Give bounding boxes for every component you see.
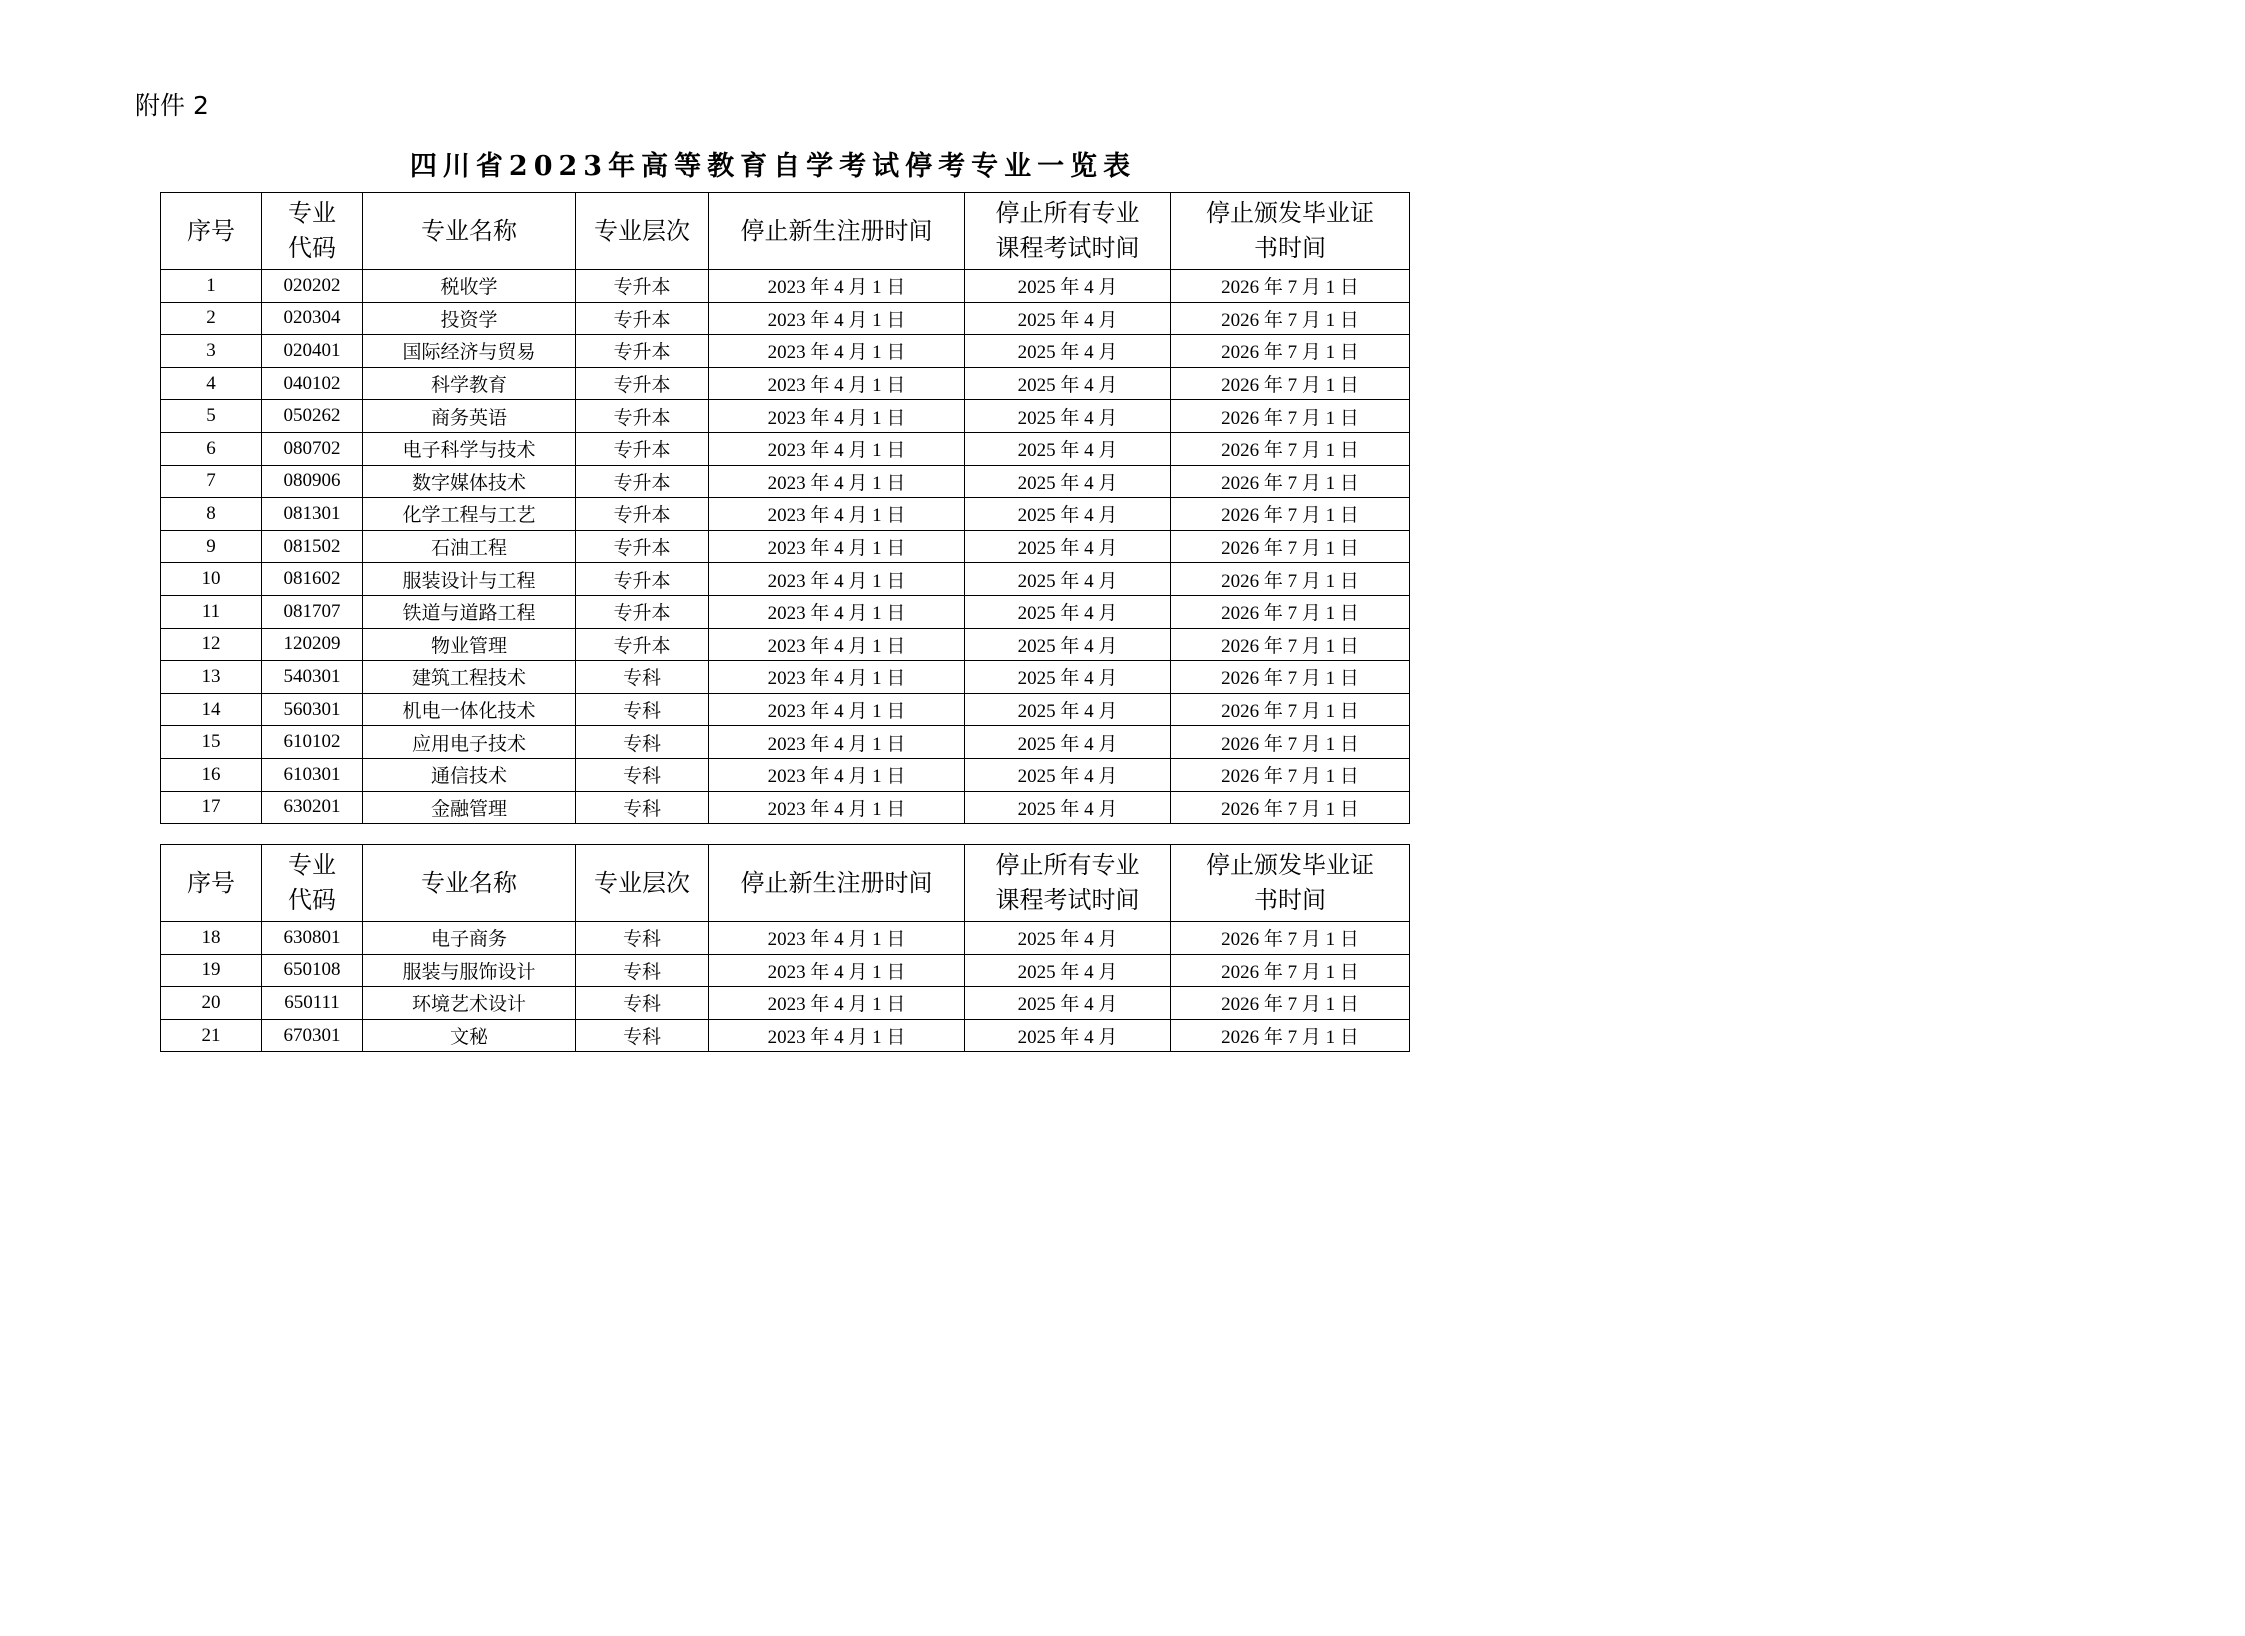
cell-stop-cert: 2026 年 7 月 1 日 [1171, 628, 1410, 661]
cell-stop-cert: 2026 年 7 月 1 日 [1171, 563, 1410, 596]
cell-stop-register: 2023 年 4 月 1 日 [709, 758, 965, 791]
cell-name: 建筑工程技术 [363, 661, 576, 694]
cell-code: 081301 [262, 498, 363, 531]
cell-code: 610102 [262, 726, 363, 759]
cell-code: 080906 [262, 465, 363, 498]
cell-stop-register: 2023 年 4 月 1 日 [709, 302, 965, 335]
table-header-row [161, 845, 1410, 922]
cell-stop-register: 2023 年 4 月 1 日 [709, 498, 965, 531]
cell-seq: 2 [161, 302, 262, 335]
table-row [161, 661, 1410, 694]
cell-seq: 21 [161, 1019, 262, 1052]
cell-code: 120209 [262, 628, 363, 661]
cell-stop-exam: 2025 年 4 月 [965, 693, 1171, 726]
cell-code: 610301 [262, 758, 363, 791]
cell-stop-register: 2023 年 4 月 1 日 [709, 595, 965, 628]
cell-stop-exam: 2025 年 4 月 [965, 726, 1171, 759]
cell-seq: 18 [161, 922, 262, 955]
cell-seq: 14 [161, 693, 262, 726]
cell-seq: 4 [161, 367, 262, 400]
table-header-row [161, 193, 1410, 270]
cell-level: 专升本 [576, 465, 709, 498]
cell-seq: 13 [161, 661, 262, 694]
cell-stop-register: 2023 年 4 月 1 日 [709, 270, 965, 303]
cell-level: 专升本 [576, 302, 709, 335]
cell-name: 国际经济与贸易 [363, 335, 576, 368]
cell-stop-exam: 2025 年 4 月 [965, 954, 1171, 987]
cell-name: 环境艺术设计 [363, 987, 576, 1020]
table-row [161, 954, 1410, 987]
cell-name: 物业管理 [363, 628, 576, 661]
cell-stop-register: 2023 年 4 月 1 日 [709, 954, 965, 987]
cell-name: 科学教育 [363, 367, 576, 400]
cell-stop-cert: 2026 年 7 月 1 日 [1171, 661, 1410, 694]
cell-stop-cert: 2026 年 7 月 1 日 [1171, 954, 1410, 987]
table-row [161, 726, 1410, 759]
document-title: 四川省2023年高等教育自学考试停考专业一览表 [409, 151, 1137, 182]
cell-stop-register: 2023 年 4 月 1 日 [709, 791, 965, 824]
cell-stop-exam: 2025 年 4 月 [965, 270, 1171, 303]
cell-seq: 6 [161, 432, 262, 465]
header-stop-cert: 停止颁发毕业证 书时间 [1171, 193, 1410, 270]
cell-stop-exam: 2025 年 4 月 [965, 661, 1171, 694]
cell-stop-exam: 2025 年 4 月 [965, 922, 1171, 955]
cell-code: 081502 [262, 530, 363, 563]
cell-name: 应用电子技术 [363, 726, 576, 759]
closed-majors-table [160, 192, 1410, 824]
cell-name: 数字媒体技术 [363, 465, 576, 498]
cell-code: 650108 [262, 954, 363, 987]
cell-name: 机电一体化技术 [363, 693, 576, 726]
table-row [161, 400, 1410, 433]
cell-stop-exam: 2025 年 4 月 [965, 758, 1171, 791]
cell-level: 专科 [576, 693, 709, 726]
cell-stop-exam: 2025 年 4 月 [965, 400, 1171, 433]
cell-code: 080702 [262, 432, 363, 465]
cell-name: 商务英语 [363, 400, 576, 433]
cell-stop-register: 2023 年 4 月 1 日 [709, 987, 965, 1020]
cell-seq: 1 [161, 270, 262, 303]
cell-seq: 10 [161, 563, 262, 596]
attachment-label: 附件 2 [135, 91, 209, 120]
cell-stop-cert: 2026 年 7 月 1 日 [1171, 465, 1410, 498]
cell-stop-register: 2023 年 4 月 1 日 [709, 922, 965, 955]
header-code: 专业 代码 [262, 193, 363, 270]
cell-stop-exam: 2025 年 4 月 [965, 335, 1171, 368]
table-row [161, 465, 1410, 498]
cell-level: 专升本 [576, 270, 709, 303]
cell-name: 服装设计与工程 [363, 563, 576, 596]
table-row [161, 628, 1410, 661]
cell-code: 650111 [262, 987, 363, 1020]
cell-seq: 15 [161, 726, 262, 759]
table-row [161, 530, 1410, 563]
cell-stop-cert: 2026 年 7 月 1 日 [1171, 987, 1410, 1020]
header-stop-register: 停止新生注册时间 [709, 193, 965, 270]
cell-level: 专升本 [576, 498, 709, 531]
table-row [161, 335, 1410, 368]
cell-seq: 9 [161, 530, 262, 563]
cell-level: 专升本 [576, 335, 709, 368]
cell-stop-exam: 2025 年 4 月 [965, 432, 1171, 465]
cell-name: 服装与服饰设计 [363, 954, 576, 987]
cell-level: 专升本 [576, 628, 709, 661]
table-row [161, 498, 1410, 531]
cell-stop-register: 2023 年 4 月 1 日 [709, 628, 965, 661]
cell-stop-exam: 2025 年 4 月 [965, 1019, 1171, 1052]
cell-level: 专科 [576, 954, 709, 987]
cell-seq: 12 [161, 628, 262, 661]
cell-seq: 19 [161, 954, 262, 987]
cell-level: 专科 [576, 791, 709, 824]
cell-code: 630201 [262, 791, 363, 824]
cell-code: 540301 [262, 661, 363, 694]
cell-stop-cert: 2026 年 7 月 1 日 [1171, 400, 1410, 433]
table-row [161, 432, 1410, 465]
cell-level: 专升本 [576, 530, 709, 563]
cell-name: 投资学 [363, 302, 576, 335]
cell-level: 专升本 [576, 595, 709, 628]
cell-stop-register: 2023 年 4 月 1 日 [709, 465, 965, 498]
cell-name: 铁道与道路工程 [363, 595, 576, 628]
header-name: 专业名称 [363, 193, 576, 270]
header-stop-register: 停止新生注册时间 [709, 845, 965, 922]
cell-stop-exam: 2025 年 4 月 [965, 595, 1171, 628]
cell-stop-cert: 2026 年 7 月 1 日 [1171, 432, 1410, 465]
cell-level: 专科 [576, 661, 709, 694]
cell-code: 020401 [262, 335, 363, 368]
cell-stop-cert: 2026 年 7 月 1 日 [1171, 1019, 1410, 1052]
cell-code: 050262 [262, 400, 363, 433]
header-stop-cert: 停止颁发毕业证 书时间 [1171, 845, 1410, 922]
cell-code: 630801 [262, 922, 363, 955]
cell-code: 020304 [262, 302, 363, 335]
cell-stop-cert: 2026 年 7 月 1 日 [1171, 791, 1410, 824]
table-row [161, 302, 1410, 335]
cell-level: 专科 [576, 758, 709, 791]
closed-majors-table-continued [160, 844, 1410, 1052]
cell-stop-cert: 2026 年 7 月 1 日 [1171, 693, 1410, 726]
table-row [161, 758, 1410, 791]
cell-name: 电子科学与技术 [363, 432, 576, 465]
cell-stop-cert: 2026 年 7 月 1 日 [1171, 595, 1410, 628]
cell-name: 文秘 [363, 1019, 576, 1052]
cell-stop-cert: 2026 年 7 月 1 日 [1171, 367, 1410, 400]
header-seq: 序号 [161, 845, 262, 922]
cell-stop-register: 2023 年 4 月 1 日 [709, 563, 965, 596]
cell-stop-register: 2023 年 4 月 1 日 [709, 726, 965, 759]
cell-seq: 3 [161, 335, 262, 368]
cell-code: 081707 [262, 595, 363, 628]
cell-stop-cert: 2026 年 7 月 1 日 [1171, 335, 1410, 368]
cell-level: 专升本 [576, 367, 709, 400]
cell-seq: 11 [161, 595, 262, 628]
cell-name: 金融管理 [363, 791, 576, 824]
cell-stop-register: 2023 年 4 月 1 日 [709, 530, 965, 563]
table-row [161, 1019, 1410, 1052]
cell-level: 专科 [576, 726, 709, 759]
header-name: 专业名称 [363, 845, 576, 922]
cell-stop-cert: 2026 年 7 月 1 日 [1171, 758, 1410, 791]
table-row [161, 922, 1410, 955]
table-row [161, 693, 1410, 726]
cell-seq: 8 [161, 498, 262, 531]
cell-stop-register: 2023 年 4 月 1 日 [709, 400, 965, 433]
cell-stop-exam: 2025 年 4 月 [965, 791, 1171, 824]
table-row [161, 367, 1410, 400]
cell-stop-cert: 2026 年 7 月 1 日 [1171, 922, 1410, 955]
cell-stop-exam: 2025 年 4 月 [965, 465, 1171, 498]
cell-stop-register: 2023 年 4 月 1 日 [709, 335, 965, 368]
cell-seq: 17 [161, 791, 262, 824]
cell-stop-cert: 2026 年 7 月 1 日 [1171, 270, 1410, 303]
cell-stop-exam: 2025 年 4 月 [965, 563, 1171, 596]
cell-level: 专升本 [576, 563, 709, 596]
cell-code: 560301 [262, 693, 363, 726]
cell-code: 081602 [262, 563, 363, 596]
cell-name: 化学工程与工艺 [363, 498, 576, 531]
cell-level: 专科 [576, 1019, 709, 1052]
cell-stop-register: 2023 年 4 月 1 日 [709, 432, 965, 465]
cell-seq: 20 [161, 987, 262, 1020]
cell-stop-cert: 2026 年 7 月 1 日 [1171, 530, 1410, 563]
cell-stop-cert: 2026 年 7 月 1 日 [1171, 726, 1410, 759]
cell-stop-exam: 2025 年 4 月 [965, 628, 1171, 661]
cell-level: 专科 [576, 922, 709, 955]
cell-stop-cert: 2026 年 7 月 1 日 [1171, 498, 1410, 531]
header-code: 专业 代码 [262, 845, 363, 922]
cell-name: 石油工程 [363, 530, 576, 563]
cell-level: 专升本 [576, 432, 709, 465]
cell-seq: 16 [161, 758, 262, 791]
cell-stop-exam: 2025 年 4 月 [965, 530, 1171, 563]
header-stop-exam: 停止所有专业 课程考试时间 [965, 845, 1171, 922]
cell-stop-exam: 2025 年 4 月 [965, 987, 1171, 1020]
table-row [161, 987, 1410, 1020]
header-level: 专业层次 [576, 193, 709, 270]
cell-seq: 5 [161, 400, 262, 433]
header-level: 专业层次 [576, 845, 709, 922]
cell-name: 电子商务 [363, 922, 576, 955]
cell-seq: 7 [161, 465, 262, 498]
cell-stop-exam: 2025 年 4 月 [965, 302, 1171, 335]
cell-code: 040102 [262, 367, 363, 400]
cell-level: 专科 [576, 987, 709, 1020]
cell-stop-register: 2023 年 4 月 1 日 [709, 1019, 965, 1052]
table-row [161, 270, 1410, 303]
table-row [161, 791, 1410, 824]
header-stop-exam: 停止所有专业 课程考试时间 [965, 193, 1171, 270]
cell-code: 670301 [262, 1019, 363, 1052]
cell-code: 020202 [262, 270, 363, 303]
table-row [161, 595, 1410, 628]
table-row [161, 563, 1410, 596]
cell-level: 专升本 [576, 400, 709, 433]
header-seq: 序号 [161, 193, 262, 270]
cell-stop-exam: 2025 年 4 月 [965, 498, 1171, 531]
cell-stop-register: 2023 年 4 月 1 日 [709, 693, 965, 726]
cell-stop-cert: 2026 年 7 月 1 日 [1171, 302, 1410, 335]
cell-stop-register: 2023 年 4 月 1 日 [709, 661, 965, 694]
cell-name: 税收学 [363, 270, 576, 303]
cell-name: 通信技术 [363, 758, 576, 791]
cell-stop-register: 2023 年 4 月 1 日 [709, 367, 965, 400]
cell-stop-exam: 2025 年 4 月 [965, 367, 1171, 400]
